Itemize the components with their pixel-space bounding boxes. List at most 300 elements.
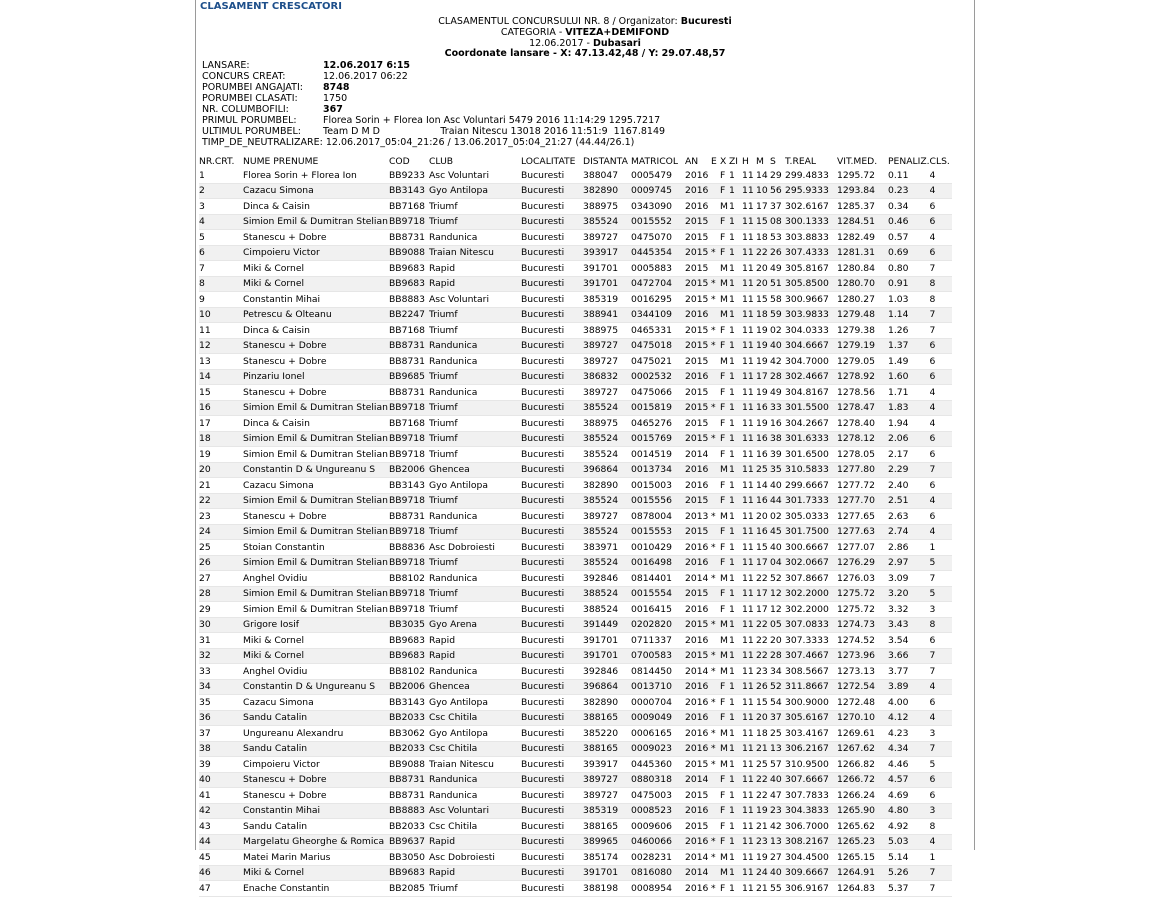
table-cell: 11 — [742, 834, 756, 850]
table-cell: 307.3333 — [785, 633, 837, 649]
table-cell: 4 — [199, 214, 243, 230]
table-cell: 0013734 — [631, 462, 685, 478]
table-cell: F — [720, 323, 729, 339]
table-cell: 25 — [756, 462, 770, 478]
table-cell: Sandu Catalin — [243, 710, 389, 726]
table-cell: 5 — [930, 586, 952, 602]
table-body — [199, 168, 952, 896]
table-cell: 1266.72 — [837, 772, 888, 788]
table-cell: Randunica — [429, 571, 521, 587]
column-header: S — [770, 156, 776, 167]
table-cell: 11 — [742, 385, 756, 401]
table-cell: Bucuresti — [521, 214, 583, 230]
table-cell: M — [720, 462, 729, 478]
table-cell: Rapid — [429, 633, 521, 649]
table-cell: 2015 — [685, 354, 711, 370]
table-cell: 388047 — [583, 168, 631, 183]
table-cell: 382890 — [583, 478, 631, 494]
table-cell: 1277.63 — [837, 524, 888, 540]
table-cell: Stanescu + Dobre — [243, 338, 389, 354]
table-cell: Miki & Cornel — [243, 648, 389, 664]
table-cell: 2015 — [685, 261, 711, 277]
table-cell: 2014 — [685, 571, 711, 587]
table-cell: BB9683 — [389, 276, 429, 292]
table-cell: 2016 — [685, 307, 711, 323]
table-cell: 7 — [930, 261, 952, 277]
table-cell: BB9683 — [389, 865, 429, 881]
table-cell: F — [720, 447, 729, 463]
table-cell: 2016 — [685, 540, 711, 556]
table-cell: 0878004 — [631, 509, 685, 525]
table-cell: 0202820 — [631, 617, 685, 633]
table-cell: M — [720, 261, 729, 277]
table-cell: 388975 — [583, 416, 631, 432]
table-cell: 308.5667 — [785, 664, 837, 680]
table-cell: * — [711, 276, 720, 292]
table-cell: 0472704 — [631, 276, 685, 292]
table-cell: 2016 — [685, 710, 711, 726]
table-cell: 22 — [756, 617, 770, 633]
table-cell: 19 — [756, 850, 770, 866]
table-cell: 1 — [729, 493, 742, 509]
table-cell: 2016 — [685, 602, 711, 618]
column-header: CLS. — [929, 156, 950, 167]
table-cell: 2015 — [685, 292, 711, 308]
table-cell: 4.12 — [888, 710, 930, 726]
table-cell: 301.6500 — [785, 447, 837, 463]
table-cell: Randunica — [429, 664, 521, 680]
table-cell: Rapid — [429, 648, 521, 664]
table-cell — [711, 633, 720, 649]
table-cell: 26 — [199, 555, 243, 571]
table-cell: * — [711, 245, 720, 261]
table-cell: Bucuresti — [521, 571, 583, 587]
table-cell: 2015 — [685, 493, 711, 509]
table-cell: 307.0833 — [785, 617, 837, 633]
table-cell: 1 — [729, 168, 742, 183]
table-cell: 386832 — [583, 369, 631, 385]
table-row — [199, 354, 952, 370]
table-cell: 11 — [742, 726, 756, 742]
table-cell: * — [711, 648, 720, 664]
table-cell: 11 — [742, 400, 756, 416]
column-header: PENALIZ. — [888, 156, 930, 167]
table-cell: BB8731 — [389, 385, 429, 401]
table-cell: Bucuresti — [521, 431, 583, 447]
table-cell: 1 — [729, 881, 742, 897]
table-cell: 40 — [770, 540, 785, 556]
table-cell: Miki & Cornel — [243, 633, 389, 649]
table-cell — [711, 183, 720, 199]
table-cell — [711, 199, 720, 215]
table-cell: 307.7833 — [785, 788, 837, 804]
table-cell: 0814450 — [631, 664, 685, 680]
column-header: NR.CRT. — [199, 156, 235, 167]
table-cell: 300.6667 — [785, 540, 837, 556]
table-cell: M — [720, 354, 729, 370]
table-cell: 0008523 — [631, 803, 685, 819]
table-cell: 0009049 — [631, 710, 685, 726]
table-cell: 1 — [729, 617, 742, 633]
table-cell: 1275.72 — [837, 586, 888, 602]
table-cell: 1 — [729, 819, 742, 835]
table-cell: 1.94 — [888, 416, 930, 432]
table-cell: Bucuresti — [521, 369, 583, 385]
table-cell: 1279.05 — [837, 354, 888, 370]
table-cell: 0.69 — [888, 245, 930, 261]
table-cell: F — [720, 602, 729, 618]
table-row — [199, 400, 952, 416]
table-cell: 2.06 — [888, 431, 930, 447]
table-cell: 392846 — [583, 571, 631, 587]
table-cell: 1275.72 — [837, 602, 888, 618]
table-cell: 1278.47 — [837, 400, 888, 416]
table-cell: 1 — [729, 834, 742, 850]
table-cell: 391701 — [583, 261, 631, 277]
table-cell: Bucuresti — [521, 323, 583, 339]
table-cell: Bucuresti — [521, 447, 583, 463]
table-cell: M — [720, 617, 729, 633]
table-cell: 2.51 — [888, 493, 930, 509]
table-cell: 19 — [756, 385, 770, 401]
table-cell: 1276.03 — [837, 571, 888, 587]
column-header: T.REAL — [785, 156, 817, 167]
table-cell: 1265.62 — [837, 819, 888, 835]
table-cell: 0.11 — [888, 168, 930, 183]
table-row — [199, 509, 952, 525]
table-cell: BB9718 — [389, 555, 429, 571]
table-row — [199, 803, 952, 819]
table-cell: 3.09 — [888, 571, 930, 587]
info-columbofili: NR. COLUMBOFILI: 367 — [202, 104, 343, 115]
table-cell: 0005883 — [631, 261, 685, 277]
table-cell: F — [720, 586, 729, 602]
table-cell: 2015 — [685, 788, 711, 804]
table-cell: M — [720, 307, 729, 323]
table-cell: 7 — [199, 261, 243, 277]
table-cell: 10 — [756, 183, 770, 199]
table-cell: BB8731 — [389, 788, 429, 804]
table-cell: 23 — [199, 509, 243, 525]
table-cell: 0445354 — [631, 245, 685, 261]
table-cell: * — [711, 834, 720, 850]
table-cell: 2016 — [685, 183, 711, 199]
table-cell: 02 — [770, 323, 785, 339]
table-cell: 2.40 — [888, 478, 930, 494]
table-cell: 3.89 — [888, 679, 930, 695]
table-cell: F — [720, 819, 729, 835]
table-cell: 20 — [756, 261, 770, 277]
table-cell: 6 — [930, 633, 952, 649]
table-cell: 5.37 — [888, 881, 930, 897]
table-cell: Constantin D & Ungureanu S — [243, 462, 389, 478]
table-cell: 389727 — [583, 509, 631, 525]
table-cell: 1 — [729, 803, 742, 819]
table-cell: Triumf — [429, 400, 521, 416]
table-cell: 17 — [756, 555, 770, 571]
table-cell: 392846 — [583, 664, 631, 680]
table-cell: 303.8833 — [785, 230, 837, 246]
table-cell: 3 — [930, 602, 952, 618]
table-cell: 2016 — [685, 168, 711, 183]
table-row — [199, 385, 952, 401]
table-cell — [711, 354, 720, 370]
table-cell: 2015 — [685, 338, 711, 354]
table-cell: 11 — [742, 478, 756, 494]
table-cell: 4 — [930, 416, 952, 432]
table-cell: 302.2000 — [785, 602, 837, 618]
table-cell: 4 — [930, 400, 952, 416]
table-cell: Constantin D & Ungureanu S — [243, 679, 389, 695]
table-cell: 0002532 — [631, 369, 685, 385]
table-cell: 1 — [729, 261, 742, 277]
table-cell: BB3035 — [389, 617, 429, 633]
table-row — [199, 772, 952, 788]
table-cell: BB3143 — [389, 695, 429, 711]
table-cell: 11 — [742, 323, 756, 339]
table-cell: 385524 — [583, 447, 631, 463]
table-cell: M — [720, 664, 729, 680]
table-cell: 0005479 — [631, 168, 685, 183]
table-cell: BB8731 — [389, 230, 429, 246]
table-cell: 383971 — [583, 540, 631, 556]
category-label: CATEGORIA - — [500, 27, 566, 38]
table-cell: Triumf — [429, 447, 521, 463]
table-row — [199, 617, 952, 633]
table-cell: 11 — [742, 617, 756, 633]
column-header: NUME PRENUME — [243, 156, 319, 167]
table-cell: F — [720, 168, 729, 183]
table-cell: 3.32 — [888, 602, 930, 618]
table-cell: 57 — [770, 757, 785, 773]
table-cell: 11 — [742, 881, 756, 897]
table-cell: Bucuresti — [521, 881, 583, 897]
contest-title: CLASAMENTUL CONCURSULUI NR. 8 / Organizator: — [438, 16, 681, 27]
table-row — [199, 168, 952, 183]
table-cell: Miki & Cornel — [243, 865, 389, 881]
table-cell: 29 — [199, 602, 243, 618]
table-row — [199, 292, 952, 308]
table-cell: 1 — [729, 555, 742, 571]
table-cell: 14 — [756, 168, 770, 183]
column-header: VIT.MED. — [837, 156, 878, 167]
table-cell: 1 — [729, 524, 742, 540]
table-cell: 6 — [199, 245, 243, 261]
contest-title-line — [195, 17, 975, 27]
table-cell: * — [711, 509, 720, 525]
table-cell: 2016 — [685, 478, 711, 494]
table-cell: 32 — [199, 648, 243, 664]
table-cell: 4 — [930, 524, 952, 540]
table-row — [199, 648, 952, 664]
table-cell: 1 — [729, 292, 742, 308]
table-cell: 310.9500 — [785, 757, 837, 773]
table-cell: F — [720, 834, 729, 850]
table-row — [199, 633, 952, 649]
table-cell: Bucuresti — [521, 586, 583, 602]
table-cell: Ghencea — [429, 462, 521, 478]
table-cell: 388165 — [583, 741, 631, 757]
table-cell: 1.03 — [888, 292, 930, 308]
table-cell: 1295.72 — [837, 168, 888, 183]
table-cell: 0010429 — [631, 540, 685, 556]
table-cell: BB9718 — [389, 214, 429, 230]
table-cell: 11 — [742, 292, 756, 308]
table-cell: 6 — [930, 478, 952, 494]
table-cell — [711, 261, 720, 277]
table-cell — [711, 586, 720, 602]
table-cell: 0.91 — [888, 276, 930, 292]
table-cell — [711, 524, 720, 540]
info-ultimul: ULTIMUL PORUMBEL: Team D M D Traian Nitescu 13018 2016 11:51:9 1167.8149 — [202, 126, 666, 137]
table-cell: M — [720, 648, 729, 664]
table-cell: M — [720, 850, 729, 866]
table-cell: 388975 — [583, 199, 631, 215]
table-cell — [711, 772, 720, 788]
table-cell: Bucuresti — [521, 664, 583, 680]
table-cell: Bucuresti — [521, 478, 583, 494]
table-cell: 389727 — [583, 354, 631, 370]
table-cell: 1278.92 — [837, 369, 888, 385]
table-cell: 11 — [742, 168, 756, 183]
table-header — [199, 155, 952, 168]
table-cell: 0028231 — [631, 850, 685, 866]
table-cell: Triumf — [429, 199, 521, 215]
table-cell: Rapid — [429, 834, 521, 850]
table-cell: 385174 — [583, 850, 631, 866]
table-cell: Rapid — [429, 261, 521, 277]
table-cell: Rapid — [429, 865, 521, 881]
table-cell: BB8883 — [389, 803, 429, 819]
table-row — [199, 726, 952, 742]
table-cell: Asc Dobroiesti — [429, 850, 521, 866]
table-cell: 25 — [756, 757, 770, 773]
table-cell: 11 — [742, 524, 756, 540]
table-cell: 295.9333 — [785, 183, 837, 199]
table-cell: 1280.70 — [837, 276, 888, 292]
table-cell: BB2006 — [389, 679, 429, 695]
table-cell: 391701 — [583, 648, 631, 664]
table-cell: 1 — [729, 540, 742, 556]
table-cell: Stanescu + Dobre — [243, 772, 389, 788]
table-cell: 0006165 — [631, 726, 685, 742]
table-cell: 1276.29 — [837, 555, 888, 571]
table-cell: 1278.40 — [837, 416, 888, 432]
table-cell: 305.0333 — [785, 509, 837, 525]
table-cell — [711, 788, 720, 804]
table-cell: * — [711, 664, 720, 680]
table-cell: 396864 — [583, 462, 631, 478]
table-cell: 6 — [930, 245, 952, 261]
table-cell: 385319 — [583, 292, 631, 308]
table-cell: 40 — [199, 772, 243, 788]
table-cell: 11 — [742, 183, 756, 199]
table-row — [199, 571, 952, 587]
table-cell: 0008954 — [631, 881, 685, 897]
table-cell: 19 — [756, 803, 770, 819]
table-cell: BB8731 — [389, 509, 429, 525]
table-cell: 11 — [742, 695, 756, 711]
table-cell: Florea Sorin + Florea Ion — [243, 168, 389, 183]
table-cell: 14 — [756, 478, 770, 494]
table-cell: 7 — [930, 648, 952, 664]
table-cell: 7 — [930, 571, 952, 587]
table-cell: 2015 — [685, 617, 711, 633]
table-cell — [711, 710, 720, 726]
table-cell: 1279.38 — [837, 323, 888, 339]
table-cell: 308.2167 — [785, 834, 837, 850]
table-cell: 20 — [199, 462, 243, 478]
table-cell: 385220 — [583, 726, 631, 742]
column-header: CLUB — [429, 156, 454, 167]
table-cell: 21 — [756, 881, 770, 897]
table-cell: 1277.65 — [837, 509, 888, 525]
table-cell: 6 — [930, 354, 952, 370]
table-cell: Triumf — [429, 602, 521, 618]
table-cell: 0475018 — [631, 338, 685, 354]
table-cell: 300.9667 — [785, 292, 837, 308]
table-row — [199, 307, 952, 323]
table-cell: 0.23 — [888, 183, 930, 199]
table-cell: 388524 — [583, 586, 631, 602]
table-cell: 02 — [770, 509, 785, 525]
table-cell: 11 — [742, 493, 756, 509]
table-cell: 1.14 — [888, 307, 930, 323]
table-row — [199, 555, 952, 571]
table-cell: F — [720, 214, 729, 230]
table-cell: 24 — [756, 865, 770, 881]
table-cell: Bucuresti — [521, 555, 583, 571]
table-cell: 23 — [756, 834, 770, 850]
table-cell — [711, 168, 720, 183]
table-cell: 1 — [729, 447, 742, 463]
table-cell: 22 — [756, 245, 770, 261]
table-cell: 304.3833 — [785, 803, 837, 819]
table-cell: 1 — [729, 462, 742, 478]
table-cell: Randunica — [429, 354, 521, 370]
table-cell: 2015 — [685, 648, 711, 664]
table-cell: 49 — [770, 385, 785, 401]
table-cell: 1 — [729, 230, 742, 246]
table-cell: 1 — [729, 648, 742, 664]
table-cell — [711, 230, 720, 246]
table-cell: 11 — [742, 772, 756, 788]
table-cell: BB9718 — [389, 447, 429, 463]
table-cell: 0475021 — [631, 354, 685, 370]
table-cell: 304.2667 — [785, 416, 837, 432]
table-cell: 2015 — [685, 757, 711, 773]
table-cell: Cazacu Simona — [243, 478, 389, 494]
table-cell: 13 — [770, 834, 785, 850]
column-header: MATRICOL — [631, 156, 678, 167]
table-cell: Triumf — [429, 586, 521, 602]
table-cell: Bucuresti — [521, 245, 583, 261]
table-cell: 19 — [756, 323, 770, 339]
table-cell — [711, 555, 720, 571]
column-header: DISTANTA — [583, 156, 628, 167]
table-cell — [711, 478, 720, 494]
table-cell: Triumf — [429, 307, 521, 323]
table-cell: 13 — [199, 354, 243, 370]
table-cell: 11 — [742, 540, 756, 556]
table-cell: 05 — [770, 617, 785, 633]
table-cell: 382890 — [583, 183, 631, 199]
table-cell: 389727 — [583, 338, 631, 354]
table-cell: Bucuresti — [521, 788, 583, 804]
table-row — [199, 540, 952, 556]
table-cell: 2015 — [685, 214, 711, 230]
table-cell: 11 — [742, 230, 756, 246]
